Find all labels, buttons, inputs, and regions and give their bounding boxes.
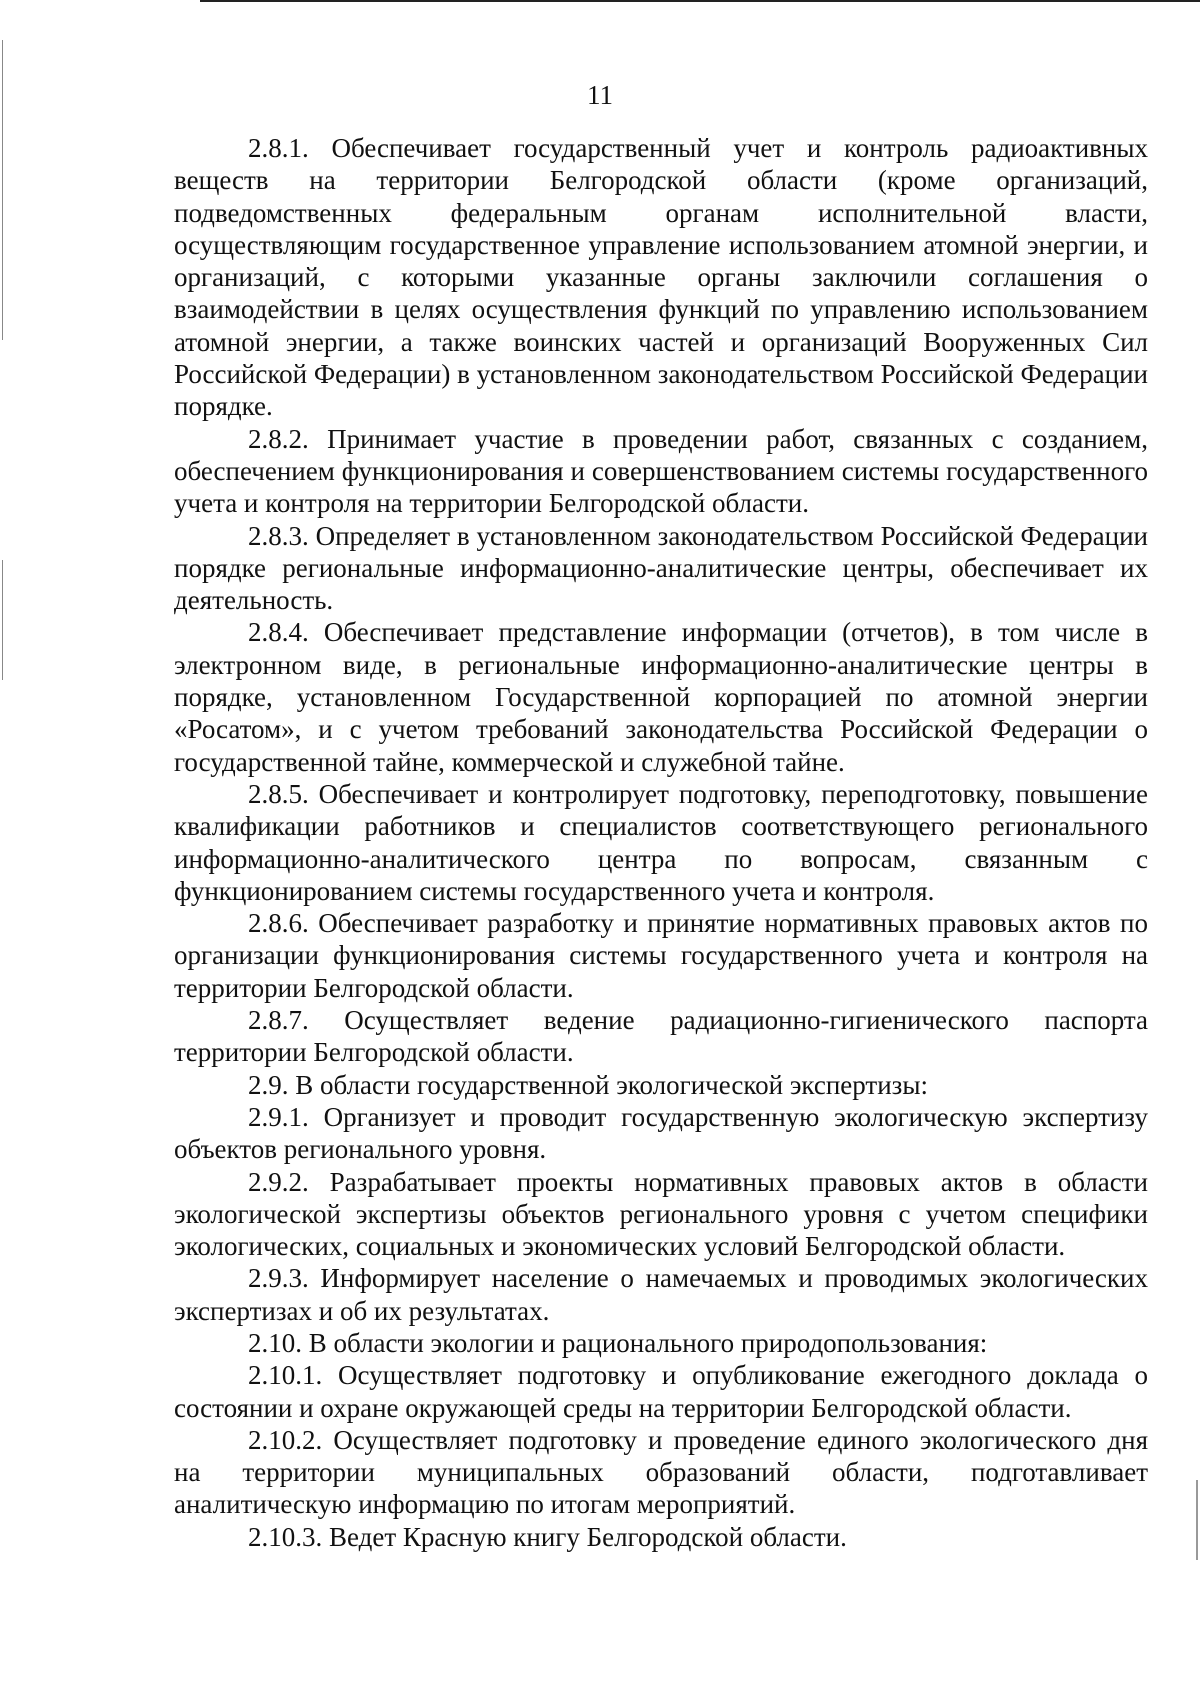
scan-edge-line [2, 560, 3, 680]
scan-edge-line [200, 0, 1200, 2]
page-number: 11 [587, 80, 613, 110]
paragraph-2-8-7: 2.8.7. Осуществляет ведение радиационно-гигиенического паспорта территории Белгородской области. [174, 1005, 1148, 1068]
paragraph-2-9-2: 2.9.2. Разрабатывает проекты нормативных правовых актов в области экологической экспертизы объектов регионального уровня с учетом специфики экологических, социальных и экономических условий Белгородской области. [174, 1166, 1148, 1262]
paragraph-2-8-6: 2.8.6. Обеспечивает разработку и принятие нормативных правовых актов по организации функционирования системы государственного учета и контроля на территории Белгородской области. [174, 908, 1148, 1003]
paragraph-2-9-1: 2.9.1. Организует и проводит государственную экологическую экспертизу объектов регионального уровня. [174, 1101, 1148, 1165]
paragraph-2-8-4: 2.8.4. Обеспечивает представление информации (отчетов), в том числе в электронном виде, в региональные информационно-аналитические центры в порядке, установленном Государственной корпорацией по атомной энергии «Росатом», и с учетом требований законодательства Российской Федерации о государственной тайне, коммерческой и служебной тайне. [174, 617, 1148, 777]
paragraph-2-8-2: 2.8.2. Принимает участие в проведении работ, связанных с созданием, обеспечением функционирования и совершенствованием системы государственного учета и контроля на территории Белгородской области. [174, 423, 1148, 519]
paragraph-2-10-2: 2.10.2. Осуществляет подготовку и проведение единого экологического дня на территории муниципальных образований области, подготавливает аналитическую информацию по итогам мероприятий. [174, 1424, 1148, 1520]
document-body [174, 132, 1148, 1553]
paragraph-2-8-3: 2.8.3. Определяет в установленном законодательством Российской Федерации порядке региональные информационно-аналитические центры, обеспечивает их деятельность. [174, 520, 1148, 616]
scan-edge-line [1196, 1480, 1198, 1560]
paragraph-2-9: 2.9. В области государственной экологической экспертизы: [248, 1069, 928, 1100]
paragraph-2-8-1: 2.8.1. Обеспечивает государственный учет и контроль радиоактивных веществ на территории Белгородской области (кроме организаций, подведомственных федеральным органам исполнительной власти, осуществляющим государственное управление использованием атомной энергии, и организаций, с которыми указанные органы заключили соглашения о взаимодействии в целях осуществления функций по управлению использованием атомной энергии, а также воинских частей и организаций Вооруженных Сил Российской Федерации) в установленном законодательством Российской Федерации порядке. [174, 133, 1148, 422]
paragraph-2-10: 2.10. В области экологии и рационального природопользования: [248, 1327, 988, 1358]
paragraph-2-10-3: 2.10.3. Ведет Красную книгу Белгородской области. [248, 1521, 847, 1552]
paragraph-2-10-1: 2.10.1. Осуществляет подготовку и опубликование ежегодного доклада о состоянии и охране окружающей среды на территории Белгородской области. [174, 1360, 1148, 1423]
paragraph-2-9-3: 2.9.3. Информирует население о намечаемых и проводимых экологических экспертизах и об их результатах. [174, 1263, 1148, 1326]
paragraph-2-8-5: 2.8.5. Обеспечивает и контролирует подготовку, переподготовку, повышение квалификации работников и специалистов соответствующего регионального информационно-аналитического центра по вопросам, связанным с функционированием системы государственного учета и контроля. [174, 778, 1148, 906]
